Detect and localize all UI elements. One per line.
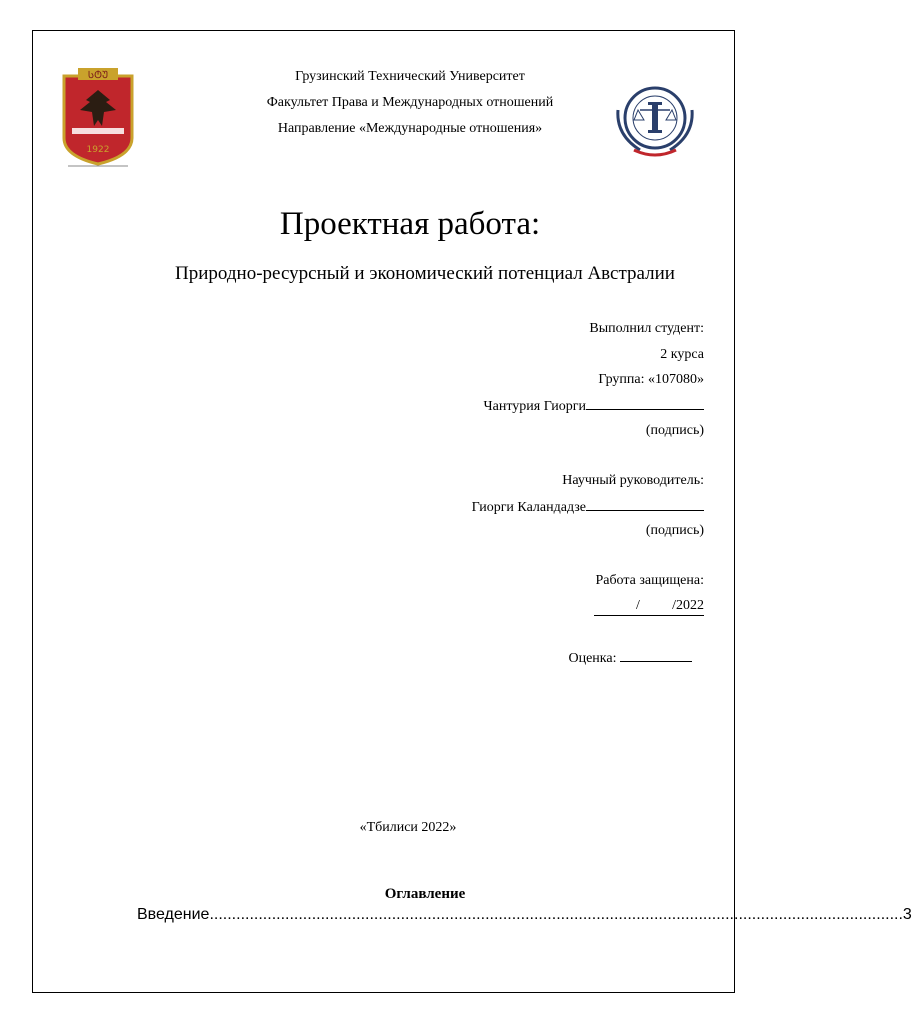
supervisor-name-line xyxy=(472,498,704,516)
toc-entry-page: 3 xyxy=(902,906,912,923)
supervisor-label: Научный руководитель: xyxy=(562,473,704,488)
signature-blank xyxy=(586,498,704,511)
university-name: Грузинский Технический Университет xyxy=(295,69,525,84)
toc-entry-dots: ............................................................................................................................................................ xyxy=(209,906,903,923)
supervisor-signature-hint: (подпись) xyxy=(645,523,704,538)
faculty-name: Факультет Права и Международных отношений xyxy=(266,95,554,110)
grade-label: Оценка: xyxy=(568,651,617,666)
signature-blank xyxy=(586,397,704,410)
toc-entry[interactable] xyxy=(137,906,912,924)
toc-entry-title: Введение xyxy=(137,906,210,923)
faculty-seal-logo xyxy=(610,80,700,160)
student-name: Чантурия Гиорги xyxy=(483,399,586,414)
supervisor-name: Гиорги Каландадзе xyxy=(471,500,586,515)
student-signature-hint: (подпись) xyxy=(645,423,704,438)
university-crest-logo xyxy=(58,66,138,168)
toc-heading: Оглавление xyxy=(384,886,466,902)
grade-blank xyxy=(620,649,692,662)
svg-text:1922: 1922 xyxy=(86,145,110,155)
defense-date-line xyxy=(594,598,704,616)
student-course: 2 курса xyxy=(660,347,704,362)
defense-label: Работа защищена: xyxy=(595,573,704,588)
direction-name: Направление «Международные отношения» xyxy=(277,121,543,136)
defense-date-year: /2022 xyxy=(672,598,704,613)
student-group: Группа: «107080» xyxy=(598,372,704,387)
student-label: Выполнил студент: xyxy=(589,321,704,336)
page-title: Проектная работа: xyxy=(279,206,541,242)
svg-text:ᲡᲢᲣ: ᲡᲢᲣ xyxy=(87,70,109,81)
student-name-line xyxy=(484,397,704,415)
city-year: «Тбилиси 2022» xyxy=(359,820,457,835)
grade-line xyxy=(568,649,692,667)
defense-date-separator: / xyxy=(636,598,640,613)
page-subtitle: Природно-ресурсный и экономический потенциал Австралии xyxy=(175,263,675,284)
